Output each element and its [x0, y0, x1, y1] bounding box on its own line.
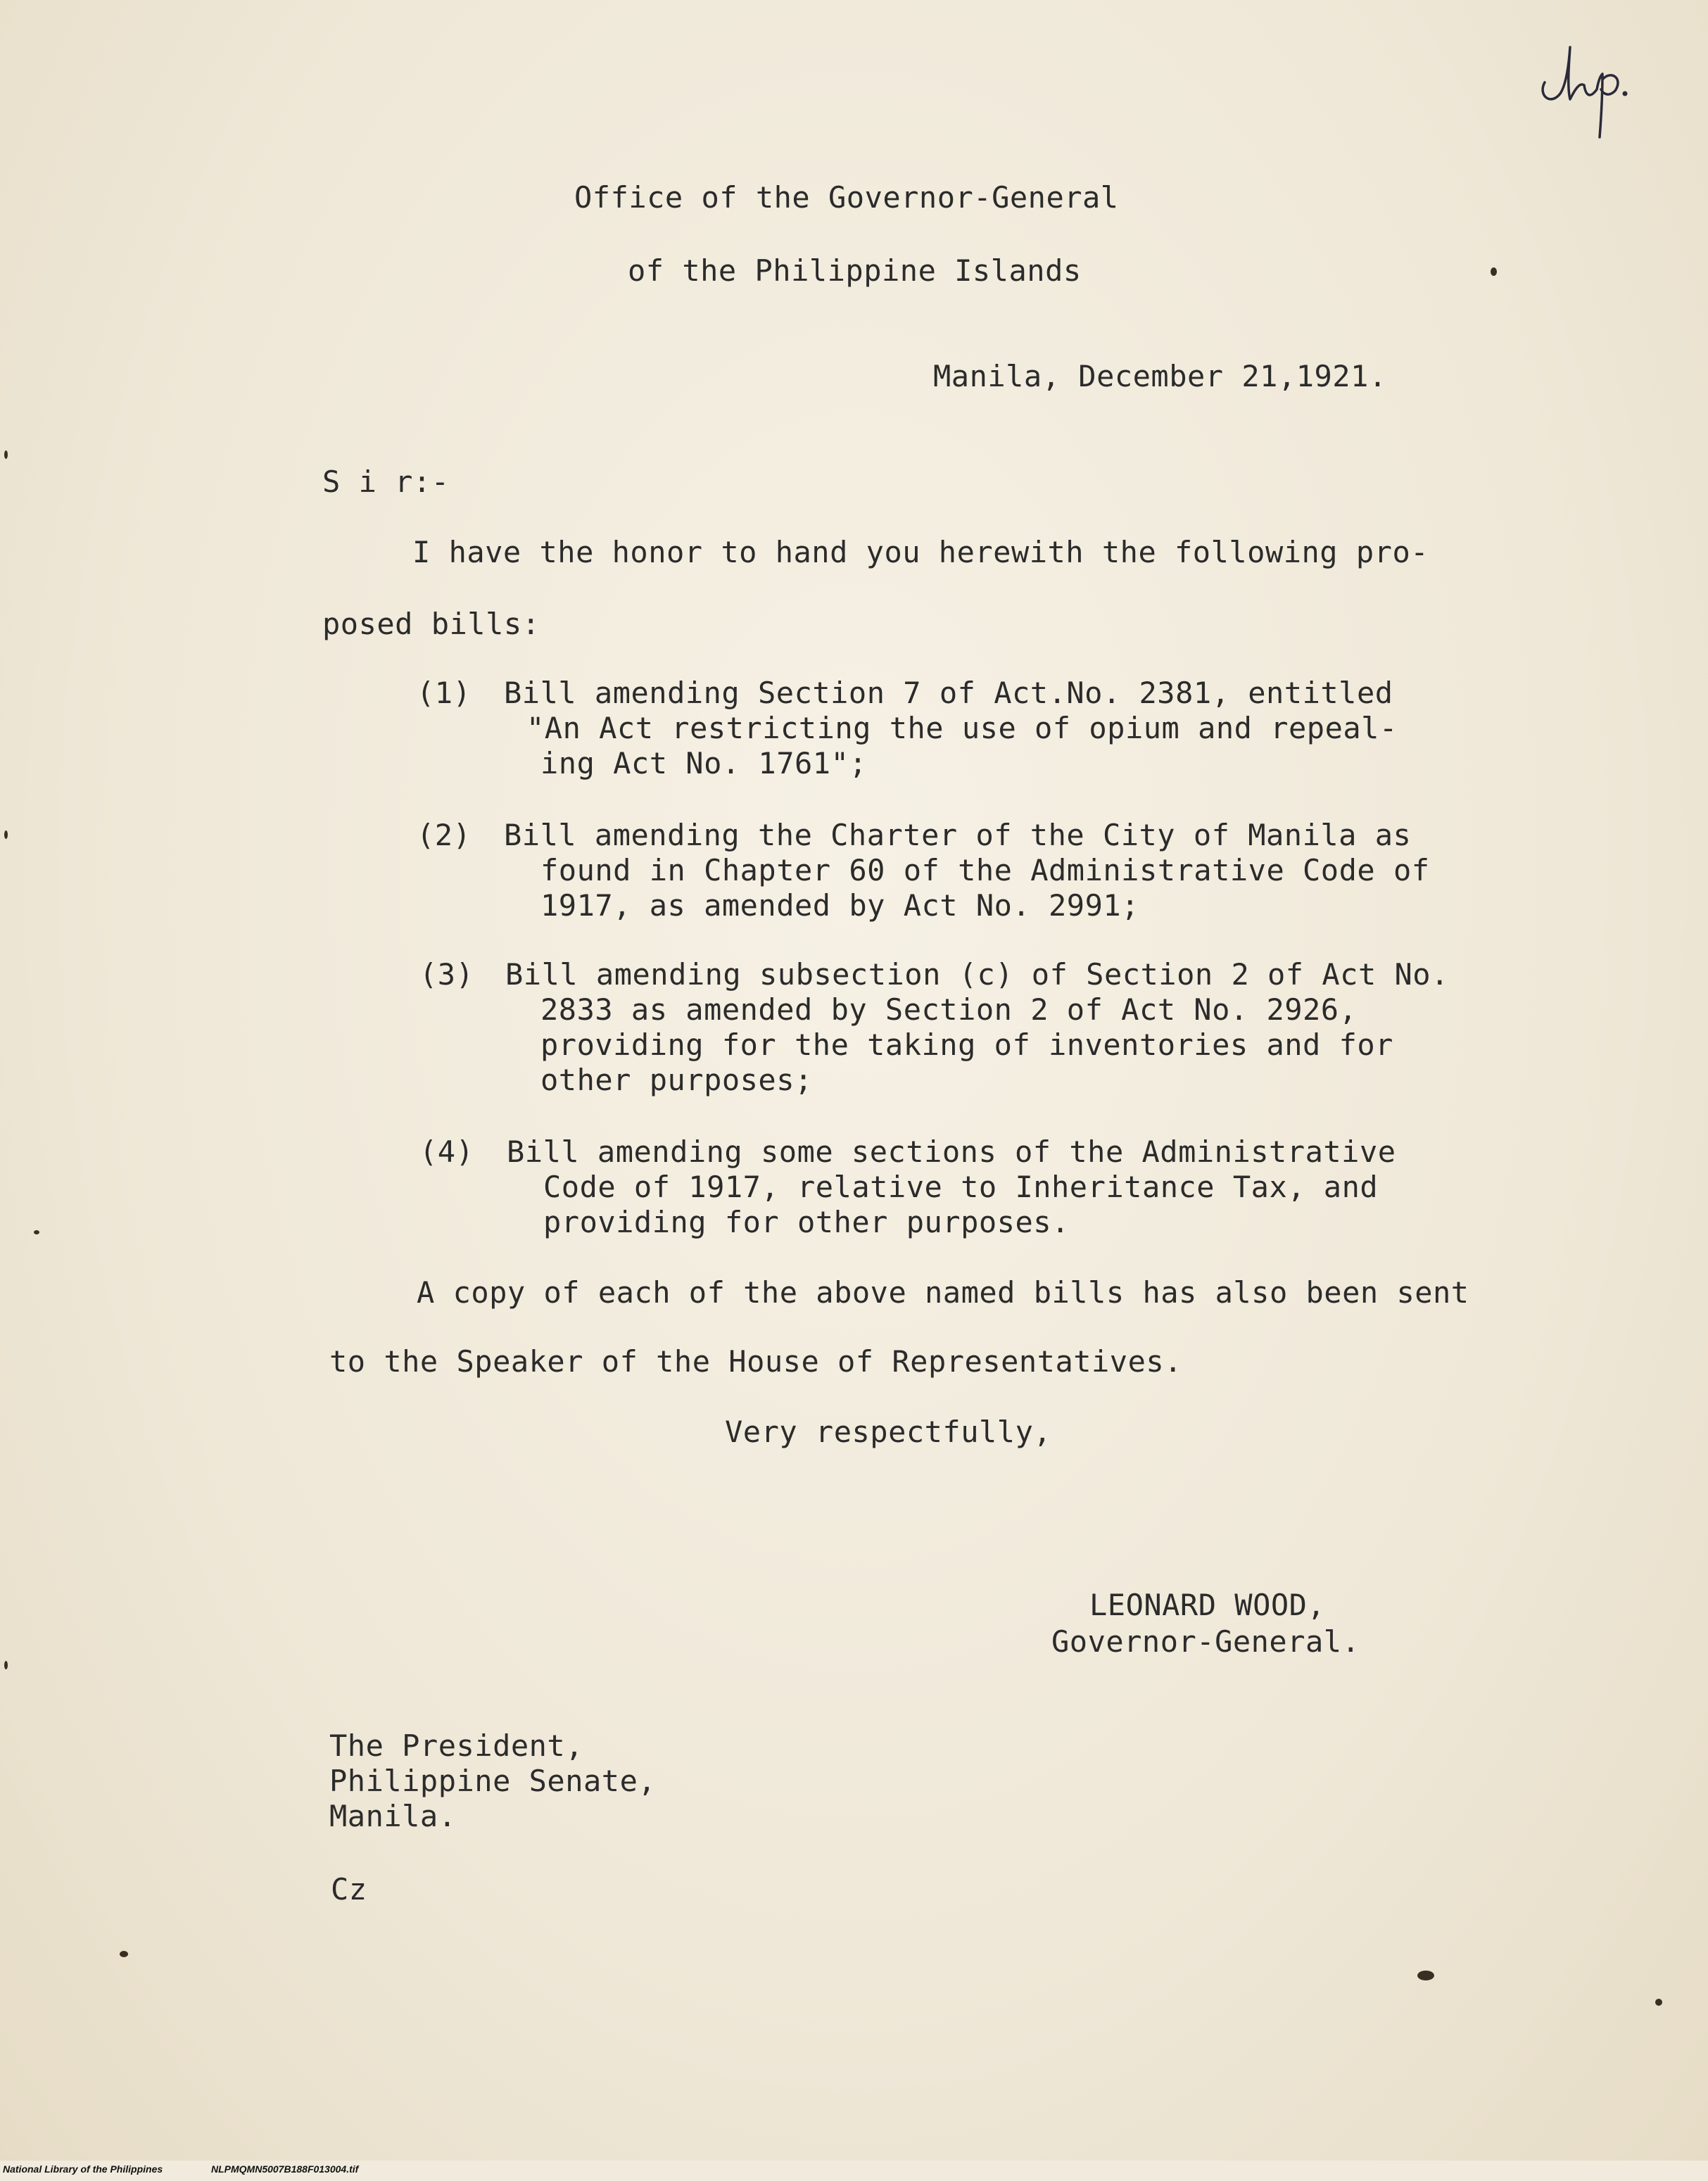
complimentary-close: Very respectfully, — [725, 1415, 1052, 1449]
addressee-line-1: The President, — [329, 1728, 584, 1763]
bill-1-line-3: ing Act No. 1761"; — [540, 746, 868, 780]
bill-2-line-3: 1917, as amended by Act No. 2991; — [540, 888, 1139, 923]
header-line-2: of the Philippine Islands — [628, 253, 1082, 288]
bill-2-line-1: Bill amending the Charter of the City of Manila as — [504, 818, 1412, 852]
addressee-line-3: Manila. — [329, 1799, 457, 1833]
addressee-line-2: Philippine Senate, — [329, 1764, 657, 1798]
scan-speck — [4, 830, 8, 839]
bill-4-number: (4) — [419, 1134, 474, 1169]
bill-3-number: (3) — [419, 957, 474, 992]
signature-title: Governor-General. — [1051, 1624, 1360, 1659]
bill-4-line-3: providing for other purposes. — [543, 1205, 1070, 1239]
footer-file-id: NLPMQMN5007B188F013004.tif — [211, 2163, 359, 2175]
dateline: Manila, December 21,1921. — [933, 359, 1387, 393]
signature-name: LEONARD WOOD, — [1089, 1588, 1326, 1622]
bill-1-number: (1) — [417, 676, 472, 710]
bill-2-number: (2) — [417, 818, 472, 852]
salutation: S i r:- — [322, 464, 450, 499]
bill-3-line-4: other purposes; — [540, 1063, 813, 1097]
bill-3-line-2: 2833 as amended by Section 2 of Act No. 2926, — [540, 992, 1358, 1027]
handwritten-note — [1538, 39, 1629, 144]
closing-line-2: to the Speaker of the House of Representatives. — [329, 1344, 1182, 1379]
header-line-1: Office of the Governor-General — [574, 180, 1119, 215]
intro-line-2: posed bills: — [322, 607, 540, 641]
intro-line-1: I have the honor to hand you herewith the following pro- — [412, 535, 1429, 569]
scan-speck — [1417, 1971, 1434, 1980]
scan-speck — [34, 1230, 39, 1234]
bill-2-line-2: found in Chapter 60 of the Administrative Code of — [540, 853, 1430, 887]
closing-line-1: A copy of each of the above named bills has also been sent — [417, 1275, 1469, 1310]
scan-speck — [1491, 267, 1497, 276]
scan-speck — [120, 1951, 128, 1957]
bill-3-line-1: Bill amending subsection (c) of Section 2 of Act No. — [505, 957, 1449, 992]
scan-speck — [1655, 1999, 1662, 2006]
bill-3-line-3: providing for the taking of inventories and for — [540, 1028, 1393, 1062]
bill-4-line-2: Code of 1917, relative to Inheritance Tax, and — [543, 1170, 1379, 1204]
bill-4-line-1: Bill amending some sections of the Administrative — [507, 1134, 1396, 1169]
footer-library: National Library of the Philippines — [3, 2163, 163, 2175]
scan-speck — [4, 450, 8, 459]
bill-1-line-1: Bill amending Section 7 of Act.No. 2381, entitled — [504, 676, 1393, 710]
bill-1-line-2: "An Act restricting the use of opium and repeal- — [526, 711, 1398, 745]
scan-speck — [4, 1661, 8, 1669]
typist-initials: Cz — [331, 1872, 367, 1907]
